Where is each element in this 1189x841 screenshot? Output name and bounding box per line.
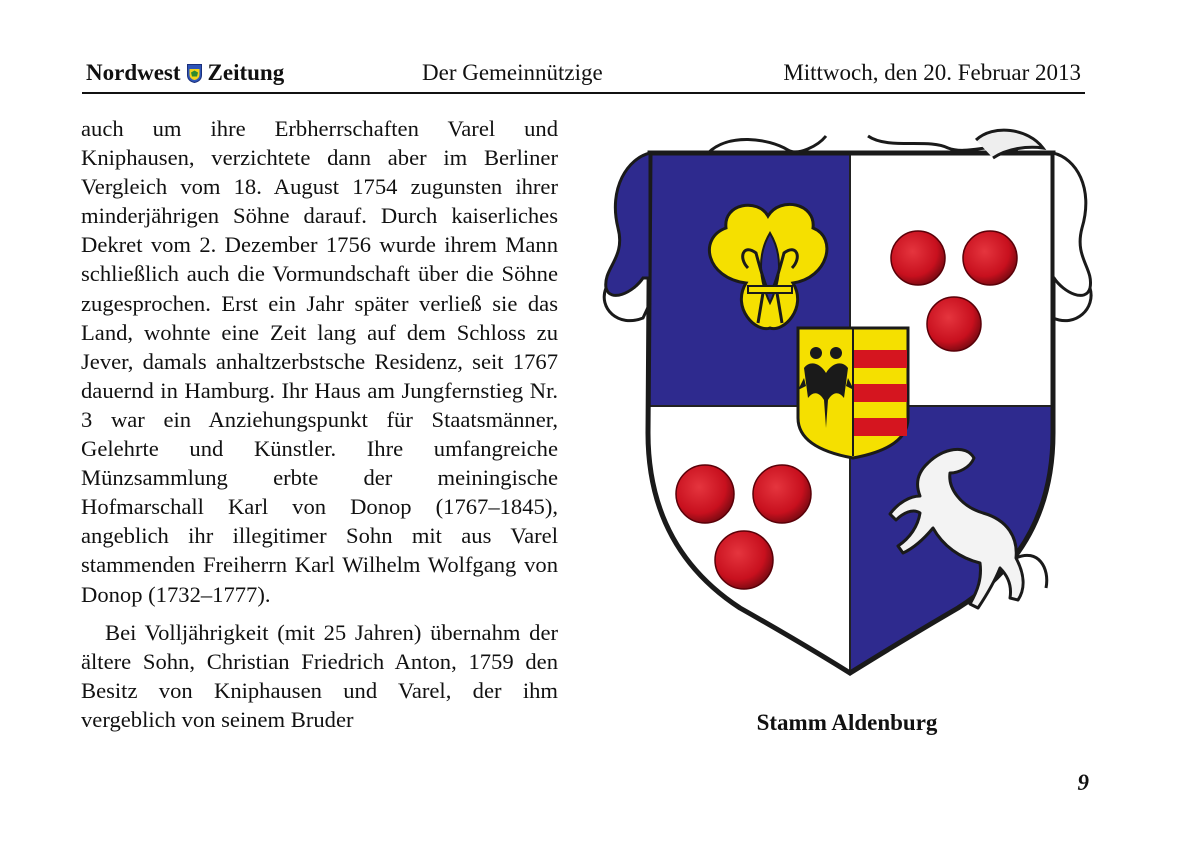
inescutcheon (798, 328, 908, 458)
article-text (81, 114, 558, 734)
rose-icon (927, 297, 981, 351)
page-header (82, 56, 1085, 94)
rose-icon (891, 231, 945, 285)
issue-date: Mittwoch, den 20. Februar 2013 (783, 60, 1081, 85)
newspaper-brand (86, 60, 284, 86)
brand-name-part1: Nordwest (86, 60, 181, 85)
page-number: 9 (1077, 770, 1089, 795)
article-paragraph: auch um ihre Erbherrschaften Varel und Kniphausen, verzichtete dann aber im Berliner Vergleich vom 18. August 1754 zugunsten ihrer minderjährigen Söhne darauf. Durch kaiserliches Dekret vom 2. Dezember 1756 wurde ihrem Mann schließlich auch die Vormundschaft über die Söhne zugesprochen. Erst ein Jahr später verließ sie das Land, wohnte eine Zeit lang auf dem Schloss zu Jever, damals anhaltzerbstsche Residenz, seit 1767 dauernd in Hamburg. Ihr Haus am Jungfernstieg Nr. 3 war ein Anziehungspunkt für Staatsmänner, Gelehrte und Künstler. Ihre umfangreiche Münzsammlung erbte der meiningische Hofmarschall Karl von Donop (1767–1845), angeblich ihr illegitimer Sohn mit aus Varel stammenden Freiherrn Karl Wilhelm Wolfgang von Donop (1732–1777). (81, 116, 558, 607)
rose-icon (753, 465, 811, 523)
article-paragraph: Bei Volljährigkeit (mit 25 Jahren) übernahm der ältere Sohn, Christian Friedrich Anton, 1759 den Besitz von Kniphausen und Varel, der ihm vergeblich von seinem Bruder (81, 619, 558, 732)
figure-caption: Stamm Aldenburg (756, 710, 938, 735)
rose-icon (715, 531, 773, 589)
rose-icon (963, 231, 1017, 285)
rose-icon (676, 465, 734, 523)
newspaper-logo-icon (187, 64, 202, 83)
coat-of-arms-icon (598, 128, 1096, 678)
brand-name-part2: Zeitung (207, 60, 285, 85)
publication-title: Der Gemeinnützige (422, 60, 603, 85)
